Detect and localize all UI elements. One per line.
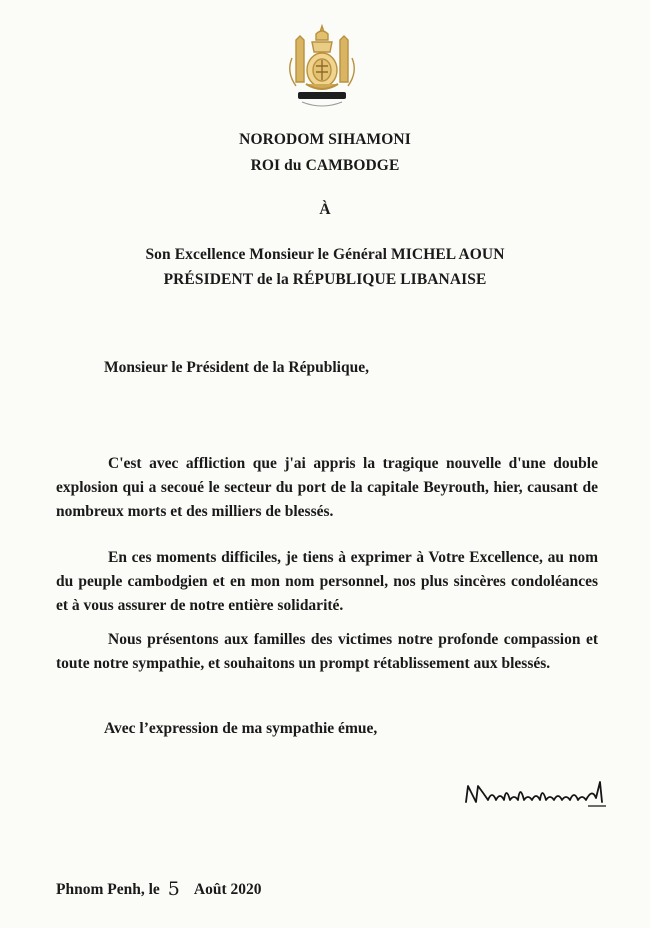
date-place: Phnom Penh, le bbox=[56, 881, 160, 898]
paragraph-2: En ces moments difficiles, je tiens à exprimer à Votre Excellence, au nom du peuple cambodgien et en mon nom personnel, nos plus sincères condoléances et à vous assurer de notre entière solidarité. bbox=[56, 549, 598, 614]
recipient-name: Son Excellence Monsieur le Général MICHEL AOUN bbox=[145, 246, 505, 263]
recipient-title: PRÉSIDENT de la RÉPUBLIQUE LIBANAISE bbox=[163, 271, 487, 288]
closing-line: Avec l’expression de ma sympathie émue, bbox=[104, 720, 378, 737]
handwritten-signature bbox=[460, 772, 610, 818]
royal-coat-of-arms-icon bbox=[282, 22, 362, 112]
paragraph-3: Nous présentons aux familles des victimes notre profonde compassion et toute notre sympathie, et souhaitons un prompt rétablissement aux blessés. bbox=[56, 631, 598, 672]
date-line bbox=[56, 877, 261, 899]
paragraph-1: C'est avec affliction que j'ai appris la tragique nouvelle d'une double explosion qui a secoué le secteur du port de la capitale Beyrouth, hier, causant de nombreux morts et des milliers de blessés. bbox=[56, 455, 598, 520]
date-month-year: Août 2020 bbox=[193, 881, 262, 898]
to-word: À bbox=[319, 201, 331, 218]
sender-title: ROI du CAMBODGE bbox=[250, 157, 400, 174]
salutation: Monsieur le Président de la République, bbox=[104, 359, 369, 376]
sender-name: NORODOM SIHAMONI bbox=[239, 131, 411, 148]
date-day: 5 bbox=[167, 878, 180, 900]
